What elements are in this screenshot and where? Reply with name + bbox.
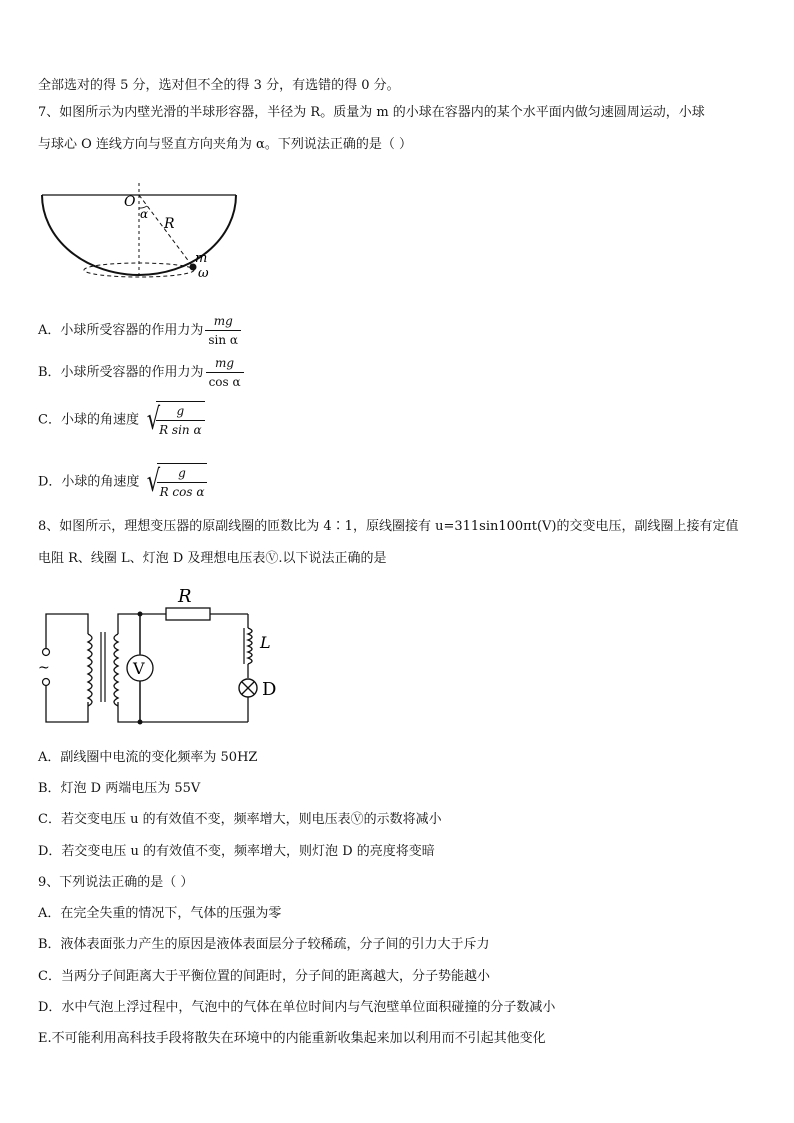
q8-option-a: A．副线圈中电流的变化频率为 50HZ [38,750,258,765]
q8-option-d: D．若交变电压 u 的有效值不变，频率增大，则灯泡 D 的亮度将变暗 [38,844,435,859]
q8-stem-line1: 8、如图所示，理想变压器的原副线圈的匝数比为 4∶1，原线圈接有 u=311sin100πt(V)的交变电压，副线圈上接有定值 [38,519,739,534]
q7-option-a [38,312,241,349]
q7-label-O: O [124,194,136,210]
q8-circuit-figure [34,582,294,732]
q7-option-c-text: C．小球的角速度 [38,412,139,428]
q7-option-b [38,354,244,391]
q7-stem-line1: 7、如图所示为内壁光滑的半球形容器，半径为 R。质量为 m 的小球在容器内的某个水平面内做匀速圆周运动，小球 [38,105,705,120]
q8-label-L: L [260,633,271,652]
q9-option-e: E.不可能利用高科技手段将散失在环境中的内能重新收集起来加以利用而不引起其他变化 [38,1031,546,1046]
q7-option-d-sqrt: √ $\frac{g}{\text{R cos α}}$ [141,463,207,501]
q7-option-d-text: D．小球的角速度 [38,474,140,490]
q8-label-D: D [262,679,277,700]
q8-ac-symbol: ~ [38,660,50,676]
q7-option-b-text: B．小球所受容器的作用力为 [38,365,204,380]
q8-option-b: B．灯泡 D 两端电压为 55V [38,781,201,796]
q8-label-V: V [133,659,145,678]
q7-label-m: m [195,251,208,266]
q8-stem-line2: 电阻 R、线圈 L、灯泡 D 及理想电压表Ⓥ.以下说法正确的是 [38,551,387,566]
q7-option-a-text: A．小球所受容器的作用力为 [38,323,204,338]
q8-label-R: R [178,586,192,607]
q8-resistor [166,608,210,620]
q8-inductor [248,628,252,664]
q7-option-a-fraction: $\frac{mg}{\text{sin α}}$ [205,312,241,349]
q9-option-a: A．在完全失重的情况下，气体的压强为零 [38,906,282,921]
intro-text: 全部选对的得 5 分，选对但不全的得 3 分，有选错的得 0 分。 [38,78,400,93]
q7-label-R: R [164,216,175,232]
q9-stem: 9、下列说法正确的是（ ） [38,875,194,890]
q7-label-alpha: α [140,207,149,221]
q9-option-d: D．水中气泡上浮过程中，气泡中的气体在单位时间内与气泡壁单位面积碰撞的分子数减小 [38,1000,556,1015]
q7-hemisphere-figure [36,180,246,290]
q7-option-b-fraction: $\frac{mg}{\text{cos α}}$ [206,354,244,391]
q9-option-b: B．液体表面张力产生的原因是液体表面层分子较稀疏，分子间的引力大于斥力 [38,937,490,952]
q9-option-c: C．当两分子间距离大于平衡位置的间距时，分子间的距离越大，分子势能越小 [38,969,490,984]
q8-option-c: C．若交变电压 u 的有效值不变，频率增大，则电压表Ⓥ的示数将减小 [38,812,442,827]
q7-option-c [38,401,205,439]
q7-stem-line2: 与球心 O 连线方向与竖直方向夹角为 α。下列说法正确的是（ ） [38,137,412,152]
q7-label-omega: ω [198,266,209,281]
q7-option-d [38,463,207,501]
q7-option-c-sqrt: √ $\frac{g}{\text{R sin α}}$ [141,401,205,439]
